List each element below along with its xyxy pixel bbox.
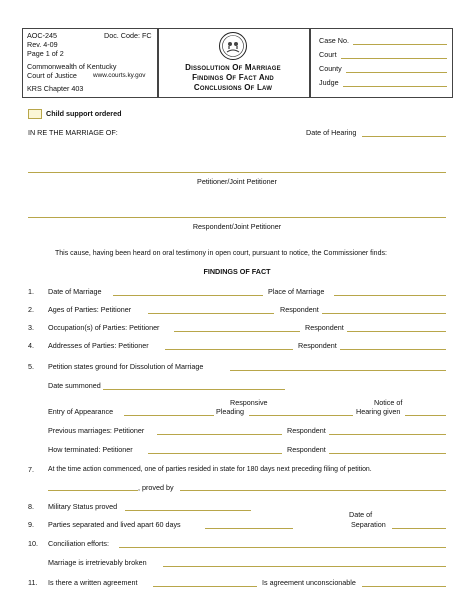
pleading-field[interactable] xyxy=(249,415,353,416)
ages-petitioner-label: Ages of Parties: Petitioner xyxy=(48,305,132,314)
place-of-marriage-label: Place of Marriage xyxy=(268,287,325,296)
intro-text: This cause, having been heard on oral testimony in open court, pursuant to notice, the Commissioner finds: xyxy=(55,250,387,257)
unconscionable-label: Is agreement unconscionable xyxy=(262,578,356,587)
respondent-caption: Respondent/Joint Petitioner xyxy=(192,222,282,231)
entry-appearance-label: Entry of Appearance xyxy=(48,407,114,416)
age-respondent-field[interactable] xyxy=(322,313,446,314)
proved-by-label: , proved by xyxy=(138,483,174,492)
item-8-number: 8. xyxy=(28,502,34,511)
written-agreement-field[interactable] xyxy=(153,586,257,587)
prev-marriages-label: Previous marriages: Petitioner xyxy=(48,426,145,435)
item-1-number: 1. xyxy=(28,287,34,296)
responsive-label: Responsive xyxy=(230,398,268,407)
entry-appearance-field[interactable] xyxy=(124,415,214,416)
how-terminated-label: How terminated: Petitioner xyxy=(48,445,133,454)
title-line-3: Conclusions Of Law xyxy=(193,83,273,92)
item-9-number: 9. xyxy=(28,520,34,529)
child-support-label: Child support ordered xyxy=(46,109,122,118)
date-of-marriage-label: Date of Marriage xyxy=(48,287,102,296)
date-of-marriage-field[interactable] xyxy=(113,295,263,296)
court-label: Court xyxy=(319,50,337,59)
conciliation-label: Conciliation efforts: xyxy=(48,539,109,548)
petitioner-field[interactable] xyxy=(28,172,446,173)
judge-field[interactable] xyxy=(343,86,447,87)
separated-field[interactable] xyxy=(205,528,293,529)
title-line-1: Dissolution Of Marriage xyxy=(185,63,281,72)
findings-heading: FINDINGS OF FACT xyxy=(203,267,271,276)
petitioner-caption: Petitioner/Joint Petitioner xyxy=(197,177,277,186)
child-support-checkbox[interactable] xyxy=(28,109,42,119)
case-no-label: Case No. xyxy=(319,36,349,45)
conciliation-field[interactable] xyxy=(119,547,446,548)
item-3-number: 3. xyxy=(28,323,34,332)
item-10-number: 10. xyxy=(28,539,38,548)
proved-by-field[interactable] xyxy=(180,490,446,491)
address-respondent-label: Respondent xyxy=(298,341,337,350)
marriage-of-label: IN RE THE MARRIAGE OF: xyxy=(28,128,118,137)
date-of-hearing-label: Date of Hearing xyxy=(306,128,357,137)
prev-marriages-respondent-field[interactable] xyxy=(329,434,446,435)
hearing-given-field[interactable] xyxy=(405,415,446,416)
judge-label: Judge xyxy=(319,78,339,87)
military-status-label: Military Status proved xyxy=(48,502,118,511)
separation-date-field[interactable] xyxy=(392,528,446,529)
item-11-number: 11. xyxy=(28,578,38,587)
title-line-2: Findings Of Fact And xyxy=(192,73,274,82)
court-line-2: Court of Justice xyxy=(27,71,77,80)
form-id: AOC-245 xyxy=(27,31,57,40)
place-of-marriage-field[interactable] xyxy=(334,295,446,296)
county-field[interactable] xyxy=(346,72,447,73)
page-number: Page 1 of 2 xyxy=(27,49,64,58)
irretrievable-label: Marriage is irretrievably broken xyxy=(48,558,147,567)
grounds-field[interactable] xyxy=(230,370,446,371)
website: www.courts.ky.gov xyxy=(93,72,146,79)
address-respondent-field[interactable] xyxy=(340,349,446,350)
item-7-number: 7. xyxy=(28,465,34,474)
unconscionable-field[interactable] xyxy=(362,586,446,587)
court-field[interactable] xyxy=(341,58,447,59)
separated-label: Parties separated and lived apart 60 days xyxy=(48,520,181,529)
seal-icon xyxy=(218,31,248,61)
written-agreement-label: Is there a written agreement xyxy=(48,578,138,587)
notice-of-label: Notice of xyxy=(374,398,403,407)
pleading-label: Pleading xyxy=(216,407,244,416)
grounds-label: Petition states ground for Dissolution of Marriage xyxy=(48,362,204,371)
military-status-field[interactable] xyxy=(125,510,251,511)
date-of-label: Date of xyxy=(349,510,373,519)
ages-respondent-label: Respondent xyxy=(280,305,319,314)
doc-code: Doc. Code: FC xyxy=(104,31,152,40)
separation-label: Separation xyxy=(351,520,386,529)
date-summoned-label: Date summoned xyxy=(48,381,101,390)
address-petitioner-field[interactable] xyxy=(165,349,293,350)
county-label: County xyxy=(319,64,342,73)
prev-marriages-petitioner-field[interactable] xyxy=(157,434,282,435)
revision: Rev. 4-09 xyxy=(27,40,58,49)
court-line-1: Commonwealth of Kentucky xyxy=(27,62,117,71)
age-petitioner-field[interactable] xyxy=(148,313,274,314)
item-5-number: 5. xyxy=(28,362,34,371)
item-2-number: 2. xyxy=(28,305,34,314)
residency-field[interactable] xyxy=(48,490,138,491)
address-petitioner-label: Addresses of Parties: Petitioner xyxy=(48,341,149,350)
occupation-respondent-label: Respondent xyxy=(305,323,344,332)
occupation-petitioner-label: Occupation(s) of Parties: Petitioner xyxy=(48,323,160,332)
respondent-field[interactable] xyxy=(28,217,446,218)
irretrievable-field[interactable] xyxy=(163,566,446,567)
occupation-petitioner-field[interactable] xyxy=(174,331,300,332)
how-terminated-petitioner-field[interactable] xyxy=(148,453,282,454)
case-no-field[interactable] xyxy=(353,44,447,45)
prev-marriages-respondent-label: Respondent xyxy=(287,426,326,435)
statute: KRS Chapter 403 xyxy=(27,84,84,93)
date-summoned-field[interactable] xyxy=(103,389,285,390)
item-4-number: 4. xyxy=(28,341,34,350)
residency-text: At the time action commenced, one of parties resided in state for 180 days next preceding filing of petition. xyxy=(48,466,372,473)
how-terminated-respondent-label: Respondent xyxy=(287,445,326,454)
date-of-hearing-field[interactable] xyxy=(362,136,446,137)
occupation-respondent-field[interactable] xyxy=(347,331,446,332)
how-terminated-respondent-field[interactable] xyxy=(329,453,446,454)
hearing-given-label: Hearing given xyxy=(356,407,401,416)
